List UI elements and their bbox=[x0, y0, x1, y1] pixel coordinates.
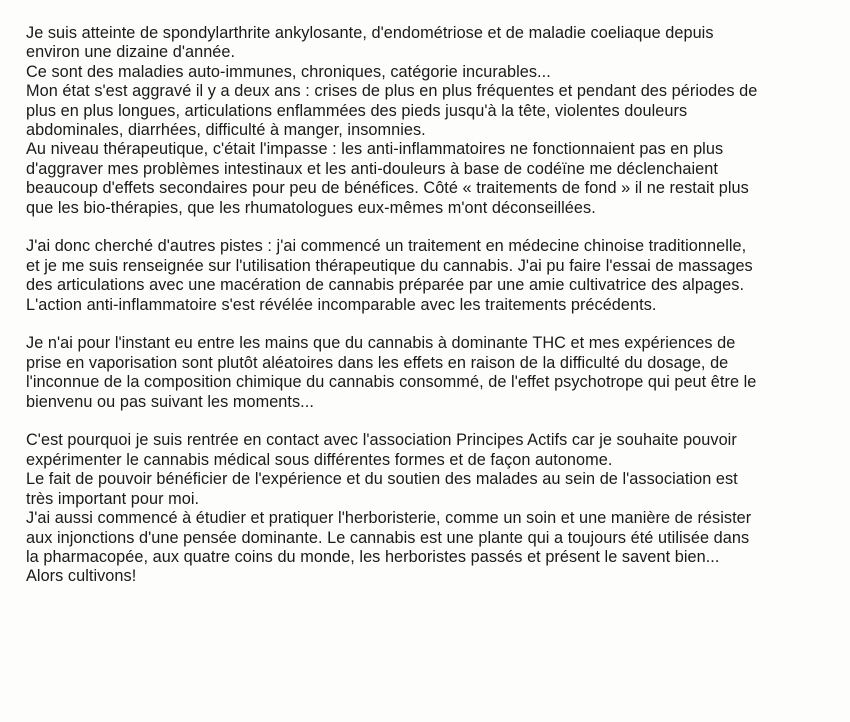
text-line: d'aggraver mes problèmes intestinaux et les anti-douleurs à base de codéïne me déclenchaient bbox=[26, 159, 718, 178]
text-line: expérimenter le cannabis médical sous différentes formes et de façon autonome. bbox=[26, 450, 613, 469]
text-line: aux injonctions d'une pensée dominante. Le cannabis est une plante qui a toujours été utilisée dans bbox=[26, 528, 750, 547]
text-line: que les bio-thérapies, que les rhumatologues eux-mêmes m'ont déconseillées. bbox=[26, 198, 596, 217]
text-line: très important pour moi. bbox=[26, 489, 200, 508]
paragraph bbox=[26, 140, 834, 218]
text-line: J'ai donc cherché d'autres pistes : j'ai commencé un traitement en médecine chinoise traditionnelle, bbox=[26, 237, 747, 256]
paragraph bbox=[26, 237, 834, 315]
paragraph bbox=[26, 509, 834, 587]
text-line: Alors cultivons! bbox=[26, 567, 137, 586]
paragraph-gap bbox=[26, 315, 834, 334]
paragraph bbox=[26, 63, 834, 82]
text-line: la pharmacopée, aux quatre coins du monde, les herboristes passés et présent le savent bien... bbox=[26, 547, 720, 566]
paragraph-gap bbox=[26, 218, 834, 237]
text-line: prise en vaporisation sont plutôt aléatoires dans les effets en raison de la difficulté du dosage, de bbox=[26, 353, 729, 372]
text-line: bienvenu ou pas suivant les moments... bbox=[26, 392, 314, 411]
text-line: abdominales, diarrhées, difficulté à manger, insomnies. bbox=[26, 121, 426, 140]
text-line: Le fait de pouvoir bénéficier de l'expérience et du soutien des malades au sein de l'association est bbox=[26, 470, 738, 489]
text-line: L'action anti-inflammatoire s'est révélée incomparable avec les traitements précédents. bbox=[26, 295, 657, 314]
text-line: plus en plus longues, articulations enflammées des pieds jusqu'à la tête, violentes douleurs bbox=[26, 101, 688, 120]
text-line: Ce sont des maladies auto-immunes, chroniques, catégorie incurables... bbox=[26, 62, 551, 81]
text-line: Je n'ai pour l'instant eu entre les mains que du cannabis à dominante THC et mes expériences de bbox=[26, 334, 736, 353]
text-line: Je suis atteinte de spondylarthrite ankylosante, d'endométriose et de maladie coeliaque depuis bbox=[26, 24, 714, 42]
text-line: C'est pourquoi je suis rentrée en contact avec l'association Principes Actifs car je souhaite pouvoir bbox=[26, 431, 737, 450]
text-line: Mon état s'est aggravé il y a deux ans : crises de plus en plus fréquentes et pendant des périodes de bbox=[26, 82, 758, 101]
text-line: J'ai aussi commencé à étudier et pratiquer l'herboristerie, comme un soin et une manière de résister bbox=[26, 509, 752, 528]
text-line: des articulations avec une macération de cannabis préparée par une amie cultivatrice des alpages. bbox=[26, 276, 745, 295]
paragraph bbox=[26, 470, 834, 509]
letter-page bbox=[26, 24, 834, 587]
paragraph bbox=[26, 24, 834, 63]
text-line: l'inconnue de la composition chimique du cannabis consommé, de l'effet psychotrope qui peut être le bbox=[26, 373, 757, 392]
text-line: environ une dizaine d'année. bbox=[26, 43, 236, 62]
paragraph bbox=[26, 82, 834, 140]
paragraph bbox=[26, 431, 834, 470]
text-line: beaucoup d'effets secondaires pour peu de bénéfices. Côté « traitements de fond » il ne restait plus bbox=[26, 179, 749, 198]
paragraph bbox=[26, 334, 834, 412]
text-line: et je me suis renseignée sur l'utilisation thérapeutique du cannabis. J'ai pu faire l'essai de massages bbox=[26, 256, 753, 275]
paragraph-gap bbox=[26, 412, 834, 431]
text-line: Au niveau thérapeutique, c'était l'impasse : les anti-inflammatoires ne fonctionnaient pas en plus bbox=[26, 140, 724, 159]
